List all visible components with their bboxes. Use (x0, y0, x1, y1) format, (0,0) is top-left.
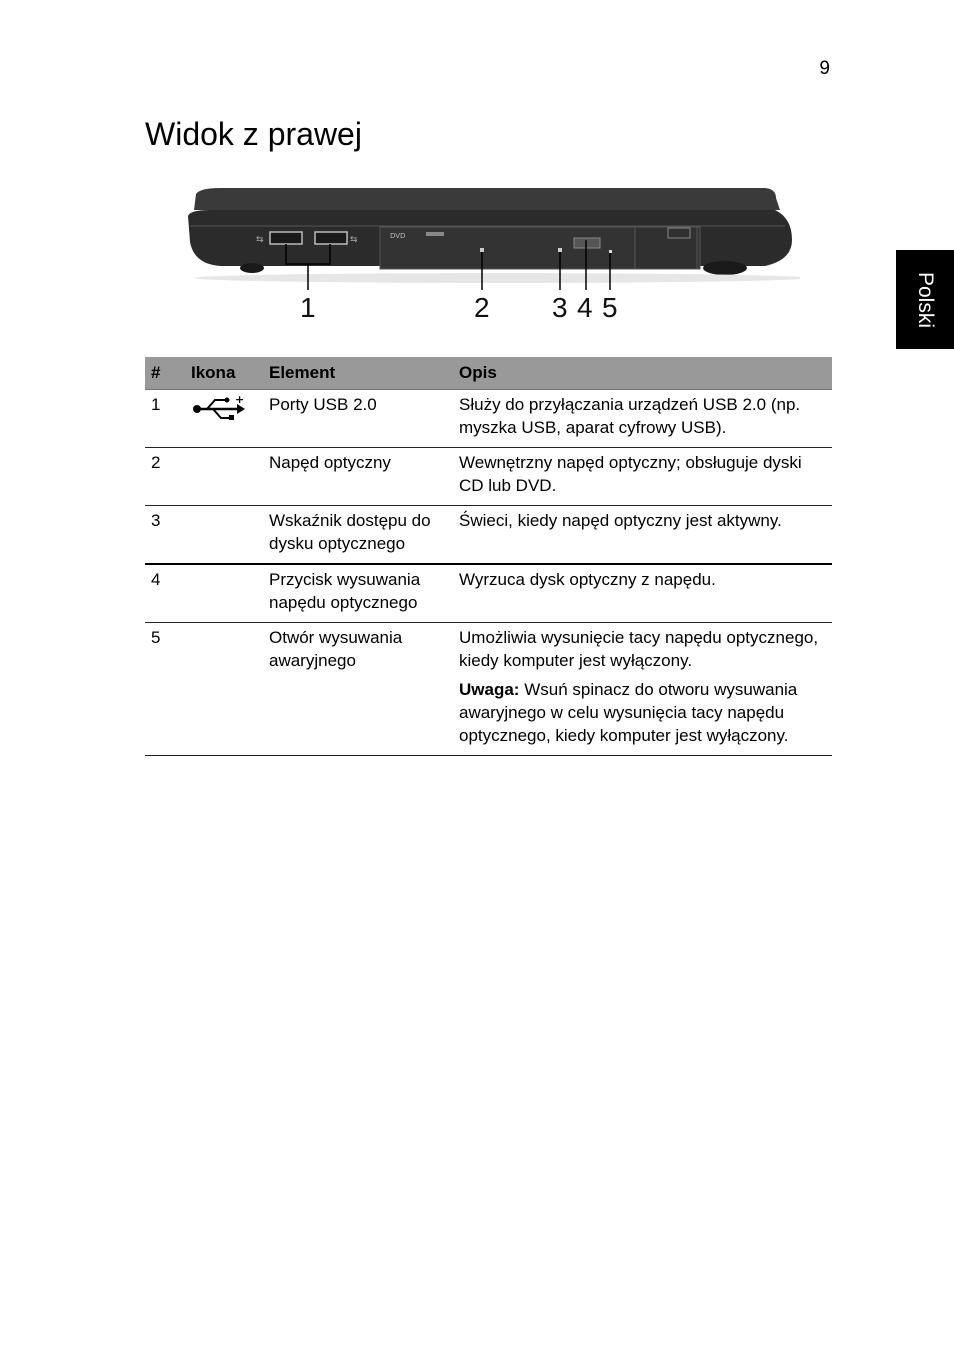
header-num: # (145, 357, 185, 390)
row-element: Otwór wysuwania awaryjnego (263, 623, 453, 756)
svg-text:+: + (235, 393, 245, 406)
laptop-lid (194, 188, 780, 210)
table-row (145, 390, 832, 448)
row-desc-cell (453, 623, 832, 756)
callout-5: 5 (602, 292, 618, 323)
optical-access-indicator (558, 248, 562, 252)
table-row (145, 506, 832, 565)
component-table (145, 357, 832, 756)
row-icon-cell (185, 448, 263, 506)
row-num: 4 (145, 564, 185, 623)
row-num: 5 (145, 623, 185, 756)
row-icon-cell (185, 390, 263, 448)
usb-port-2 (315, 232, 347, 244)
header-desc: Opis (453, 357, 832, 390)
row-desc: Wyrzuca dysk optyczny z napędu. (453, 564, 832, 623)
eject-button (574, 238, 600, 248)
table-row (145, 564, 832, 623)
svg-text:⇆: ⇆ (256, 235, 264, 245)
row-element: Porty USB 2.0 (263, 390, 453, 448)
language-tab-label: Polski (914, 271, 937, 328)
note (459, 678, 826, 747)
callout-3: 3 (552, 292, 568, 323)
laptop-right-side-figure (180, 180, 800, 330)
row-desc: Służy do przyłączania urządzeń USB 2.0 (np. myszka USB, aparat cyfrowy USB). (453, 390, 832, 448)
row-icon-cell (185, 623, 263, 756)
table-row (145, 448, 832, 506)
emergency-eject-hole (609, 250, 612, 253)
row-num: 2 (145, 448, 185, 506)
note-text: Wsuń spinacz do otworu wysuwania awaryjnego w celu wysunięcia tacy napędu optycznego, kiedy komputer jest wyłączony. (459, 680, 798, 745)
table-header-row (145, 357, 832, 390)
usb-port-1 (270, 232, 302, 244)
page-number: 9 (819, 58, 830, 79)
row-element: Wskaźnik dostępu do dysku optycznego (263, 506, 453, 565)
row-element: Przycisk wysuwania napędu optycznego (263, 564, 453, 623)
table-row (145, 623, 832, 756)
row-num: 3 (145, 506, 185, 565)
header-icon: Ikona (185, 357, 263, 390)
row-desc: Świeci, kiedy napęd optyczny jest aktywny. (453, 506, 832, 565)
row-num: 1 (145, 390, 185, 448)
note-label: Uwaga: (459, 680, 520, 699)
svg-text:DVD: DVD (390, 232, 406, 240)
row-desc: Wewnętrzny napęd optyczny; obsługuje dyski CD lub DVD. (453, 448, 832, 506)
svg-text:⇆: ⇆ (350, 235, 358, 245)
usb-icon (191, 393, 247, 423)
header-element: Element (263, 357, 453, 390)
callout-1: 1 (300, 292, 316, 323)
callout-4: 4 (577, 292, 593, 323)
row-icon-cell (185, 506, 263, 565)
row-desc: Umożliwia wysunięcie tacy napędu optycznego, kiedy komputer jest wyłączony. (459, 628, 819, 670)
optical-drive-led (480, 248, 484, 252)
page-title: Widok z prawej (145, 116, 362, 152)
row-element: Napęd optyczny (263, 448, 453, 506)
language-tab (896, 250, 954, 349)
row-icon-cell (185, 564, 263, 623)
callout-2: 2 (474, 292, 490, 323)
